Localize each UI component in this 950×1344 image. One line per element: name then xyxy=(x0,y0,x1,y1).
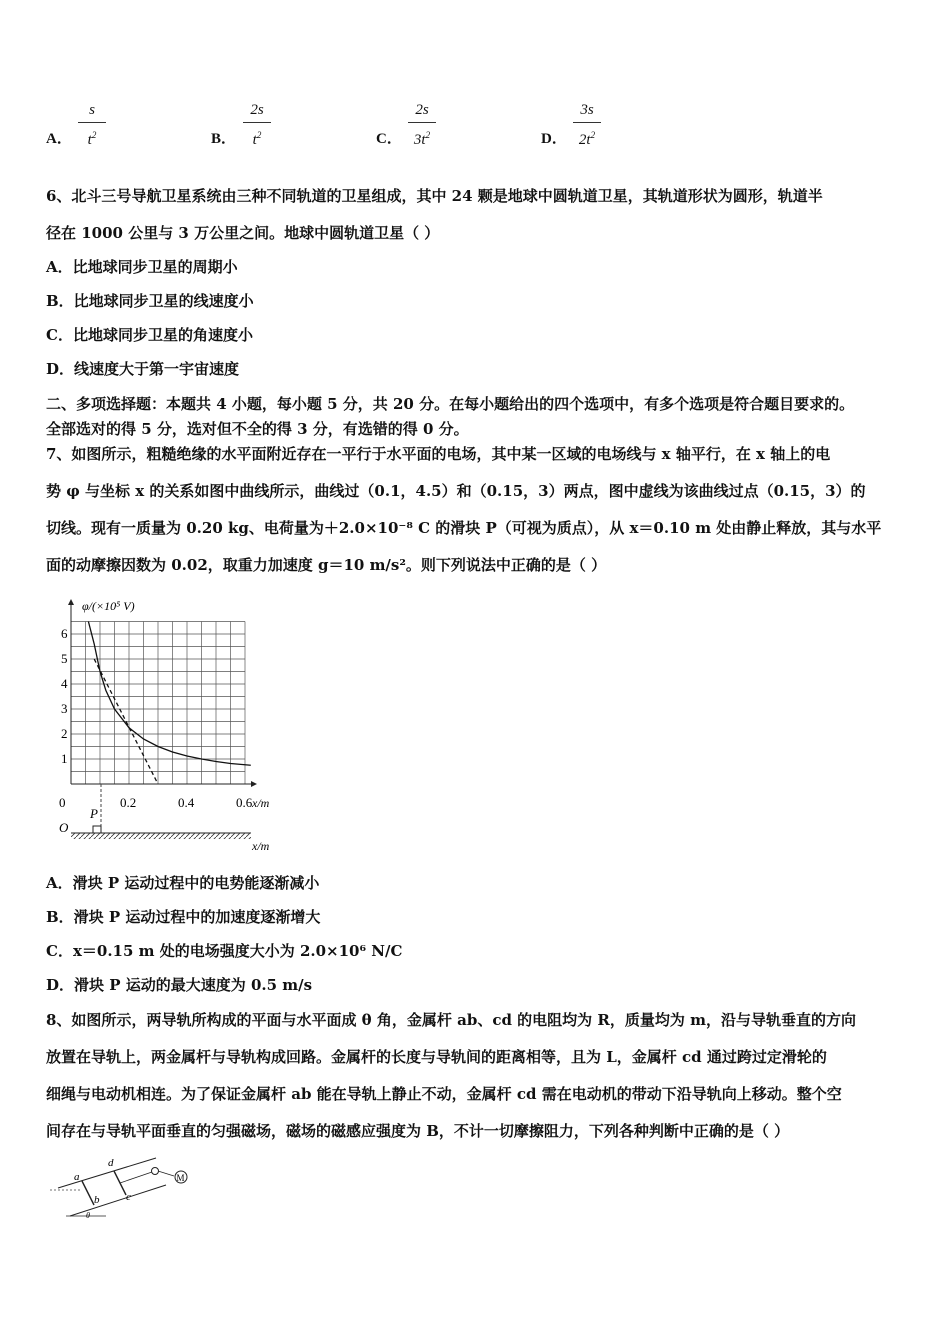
y-tick-labels xyxy=(61,626,68,766)
pulley xyxy=(152,1168,159,1175)
q8-stem-line1: 8、如图所示，两导轨所构成的平面与水平面成 θ 角，金属杆 ab、cd 的电阻均为 R，质量均为 m，沿与导轨垂直的方向 xyxy=(46,1011,856,1029)
rope xyxy=(120,1172,152,1183)
q7-option-a[interactable]: A．滑块 P 运动过程中的电势能逐渐减小 xyxy=(46,874,320,892)
y-tick-label: 3 xyxy=(61,701,68,716)
q7-stem-line2: 势 φ 与坐标 x 的关系如图中曲线所示，曲线过（0.1，4.5）和（0.15，3）两点，图中虚线为该曲线过点（0.15，3）的 xyxy=(46,482,866,500)
q6-option-d[interactable]: D．线速度大于第一宇宙速度 xyxy=(46,360,240,378)
denominator: 3t xyxy=(413,132,426,148)
q8-rail-figure xyxy=(46,1150,196,1222)
exponent: 2 xyxy=(590,130,596,140)
q7-stem-line4: 面的动摩擦因数为 0.02，取重力加速度 g＝10 m/s²。则下列说法中正确的是（ ） xyxy=(46,556,607,574)
y-tick-label: 1 xyxy=(61,751,68,766)
motor-label: M xyxy=(176,1173,185,1183)
graph-grid xyxy=(71,622,245,785)
q8-stem-line4: 间存在与导轨平面垂直的匀强磁场，磁场的磁感应强度为 B，不计一切摩擦阻力，下列各种判断中正确的是（ ） xyxy=(46,1122,790,1140)
q6-option-b[interactable]: B．比地球同步卫星的线速度小 xyxy=(46,292,254,310)
q7-stem-line1: 7、如图所示，粗糙绝缘的水平面附近存在一平行于水平面的电场，其中某一区域的电场线与 x 轴平行，在 x 轴上的电 xyxy=(46,445,831,463)
y-axis-label: φ/(×10⁵ V) xyxy=(82,599,135,613)
origin-zero: 0 xyxy=(59,795,66,810)
potential-curve xyxy=(88,622,250,766)
option-label: B． xyxy=(211,131,237,147)
q5-options xyxy=(46,100,666,156)
denominator: t xyxy=(87,132,92,148)
graph-curves xyxy=(88,622,250,785)
y-tick-label: 6 xyxy=(61,626,68,641)
q7-option-c[interactable]: C．x＝0.15 m 处的电场强度大小为 2.0×10⁶ N/C xyxy=(46,942,403,960)
x-axis-label: x/m xyxy=(252,796,270,810)
y-tick-label: 5 xyxy=(61,651,68,666)
slider-block-p xyxy=(93,826,101,833)
origin-o: O xyxy=(59,820,69,835)
label-c: c xyxy=(126,1191,131,1203)
ground-hatch xyxy=(71,833,251,839)
q7-option-b[interactable]: B．滑块 P 运动过程中的加速度逐渐增大 xyxy=(46,908,321,926)
x-tick-labels xyxy=(120,795,253,810)
numerator: s xyxy=(89,102,95,118)
numerator: 3s xyxy=(580,102,594,118)
x-tick-label: 0.2 xyxy=(120,795,137,810)
denominator: t xyxy=(252,132,257,148)
x-tick-label: 0.4 xyxy=(178,795,195,810)
fraction xyxy=(404,100,440,148)
section2-heading-line1: 二、多项选择题：本题共 4 小题，每小题 5 分，共 20 分。在每小题给出的四个选项中，有多个选项是符合题目要求的。 xyxy=(46,395,855,413)
x-tick-label: 0.6 xyxy=(236,795,253,810)
numerator: 2s xyxy=(250,102,264,118)
x-axis-label-lower: x/m xyxy=(252,839,270,853)
option-label: C． xyxy=(376,131,402,147)
fraction xyxy=(239,100,275,148)
rail-bottom xyxy=(70,1185,166,1216)
q6-stem-line2: 径在 1000 公里与 3 万公里之间。地球中圆轨道卫星（ ） xyxy=(46,224,440,242)
exponent: 2 xyxy=(256,130,262,140)
label-b: b xyxy=(94,1194,100,1206)
exponent: 2 xyxy=(91,130,97,140)
option-label: A． xyxy=(46,131,72,147)
q6-stem-line1: 6、北斗三号导航卫星系统由三种不同轨道的卫星组成，其中 24 颗是地球中圆轨道卫星，其轨道形状为圆形，轨道半 xyxy=(46,187,823,205)
q8-stem-line2: 放置在导轨上，两金属杆与导轨构成回路。金属杆的长度与导轨间的距离相等，且为 L，金属杆 cd 通过跨过定滑轮的 xyxy=(46,1048,827,1066)
q8-stem-line3: 细绳与电动机相连。为了保证金属杆 ab 能在导轨上静止不动，金属杆 cd 需在电动机的带动下沿导轨向上移动。整个空 xyxy=(46,1085,842,1103)
denominator: 2t xyxy=(578,132,591,148)
label-theta: θ xyxy=(86,1211,90,1220)
section2-heading-line2: 全部选对的得 5 分，选对但不全的得 3 分，有选错的得 0 分。 xyxy=(46,420,469,438)
y-tick-label: 2 xyxy=(61,726,68,741)
label-d: d xyxy=(108,1157,114,1169)
q7-stem-line3: 切线。现有一质量为 0.20 kg、电荷量为＋2.0×10⁻⁸ C 的滑块 P（可视为质点），从 x＝0.10 m 处由静止释放，其与水平 xyxy=(46,519,882,537)
label-a: a xyxy=(74,1171,80,1183)
q7-option-d[interactable]: D．滑块 P 运动的最大速度为 0.5 m/s xyxy=(46,976,313,994)
rope-to-motor xyxy=(158,1171,174,1176)
q6-option-c[interactable]: C．比地球同步卫星的角速度小 xyxy=(46,326,253,344)
y-tick-label: 4 xyxy=(61,676,68,691)
fraction xyxy=(569,100,605,148)
fraction xyxy=(74,100,110,148)
q7-potential-graph xyxy=(46,592,286,856)
rod-ab xyxy=(82,1181,94,1205)
q6-option-a[interactable]: A．比地球同步卫星的周期小 xyxy=(46,258,238,276)
option-label: D． xyxy=(541,131,567,147)
block-label-p: P xyxy=(90,806,98,821)
exponent: 2 xyxy=(425,130,431,140)
numerator: 2s xyxy=(415,102,429,118)
rail-top xyxy=(58,1158,156,1188)
